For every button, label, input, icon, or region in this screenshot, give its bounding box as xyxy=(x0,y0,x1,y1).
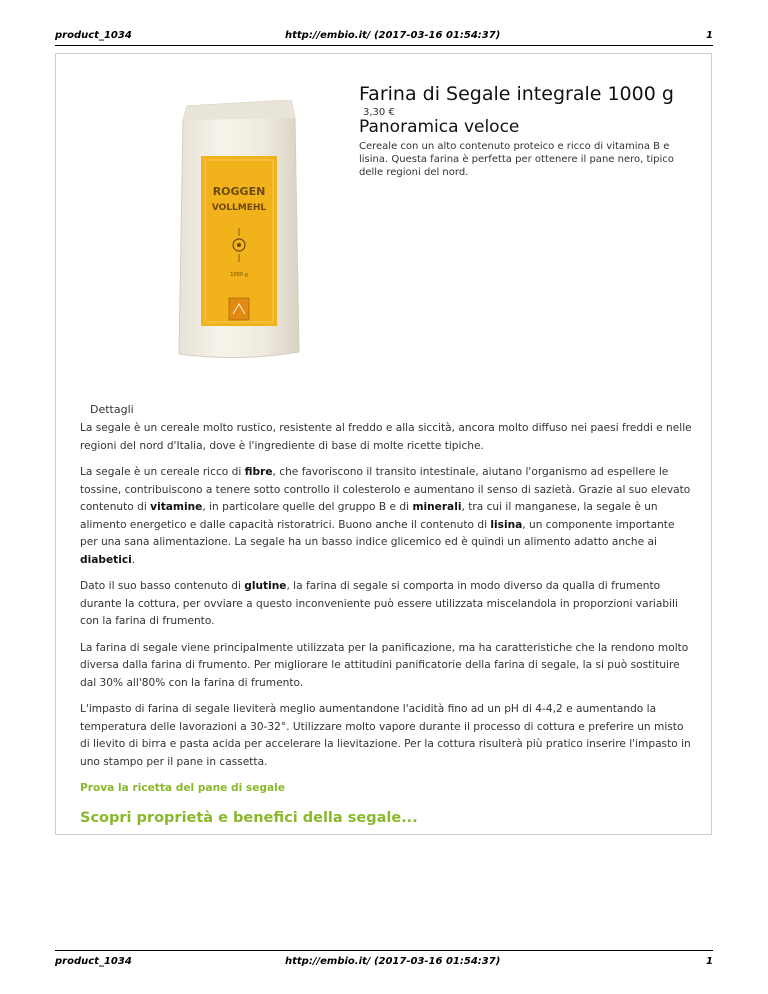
details-paragraph-1: La segale è un cereale molto rustico, resistente al freddo e alla siccità, ancora molto diffuso nei paesi freddi e nelle regioni del nord d'Italia, dove è l'ingrediente di base di molte ricette tipiche. xyxy=(80,422,692,452)
overview-text: Cereale con un alto contenuto proteico e ricco di vitamina B e lisina. Questa farina è perfetta per ottenere il pane nero, tipico delle regioni del nord. xyxy=(359,141,674,178)
package-label-line1: ROGGEN xyxy=(212,185,266,198)
benefits-link[interactable]: Scopri proprietà e benefici della segale... xyxy=(80,809,418,826)
header-source: http://embio.it/ (2017-03-16 01:54:37) xyxy=(285,30,501,41)
keyword-fibre: fibre xyxy=(244,466,273,478)
product-title: Farina di Segale integrale 1000 g xyxy=(359,83,674,105)
page-footer xyxy=(55,950,713,972)
keyword-minerali: minerali xyxy=(412,501,462,513)
page-header xyxy=(55,29,713,46)
header-page-number: 1 xyxy=(706,30,713,41)
footer-source: http://embio.it/ (2017-03-16 01:54:37) xyxy=(285,956,501,967)
package-label-line2: VOLLMEHL xyxy=(211,203,267,213)
footer-product-code: product_1034 xyxy=(55,956,132,967)
product-card xyxy=(55,53,712,835)
overview-heading: Panoramica veloce xyxy=(359,117,520,137)
keyword-diabetici: diabetici xyxy=(80,553,132,566)
details-body xyxy=(80,420,695,827)
footer-page-number: 1 xyxy=(706,956,713,967)
package-weight: 1000 g xyxy=(230,272,248,278)
keyword-lisina: lisina xyxy=(490,518,523,531)
product-price: 3,30 € xyxy=(363,107,395,118)
details-paragraph-2: La segale è un cereale ricco di fibre, che favoriscono il transito intestinale, aiutano l'organismo ad espellere le tossine, contribuiscono a tenere sotto controllo il colesterolo e aumentano il senso di sazietà. Grazie al suo elevato contenuto di vitamine, in particolare quelle del gruppo B e di minerali, tra cui il manganese, la segale è un alimento energetico e dalle capacità ristoratrici. Buono anche il contenuto di lisina, un componente importante per una sana alimentazione. La segale ha un basso indice glicemico ed è quindi un alimento adatto anche ai diabetici. xyxy=(80,466,691,566)
product-image xyxy=(173,100,305,360)
keyword-vitamine: vitamine xyxy=(150,501,203,513)
header-product-code: product_1034 xyxy=(55,30,132,41)
keyword-glutine: glutine xyxy=(244,580,287,592)
details-paragraph-3: Dato il suo basso contenuto di glutine, la farina di segale si comporta in modo diverso da qualla di frumento durante la cottura, per ovviare a questo inconveniente può essere utilizzata miscelandola in proporzioni variabili con la farina di frumento. xyxy=(80,580,678,627)
details-paragraph-4: La farina di segale viene principalmente utilizzata per la panificazione, ma ha caratteristiche che la rendono molto diversa dalla farina di frumento. Per migliorare le attitudini panificatorie della farina di segale, la si può sostituire dal 30% all'80% con la farina di frumento. xyxy=(80,641,689,689)
details-paragraph-5: L'impasto di farina di segale lieviterà meglio aumentandone l'acidità fino ad un pH di 4-4,2 e aumentando la temperatura delle lavorazioni a 30-32°. Utilizzare molto vapore durante il processo di cottura e preferire un misto di lievito di birra e pasta acida per accelerare la lievitazione. Per la cottura risulterà più pratico inserire l'impasto in uno stampo per il pane in cassetta. xyxy=(80,703,691,768)
recipe-link[interactable]: Prova la ricetta del pane di segale xyxy=(80,782,285,794)
details-label: Dettagli xyxy=(90,403,134,416)
